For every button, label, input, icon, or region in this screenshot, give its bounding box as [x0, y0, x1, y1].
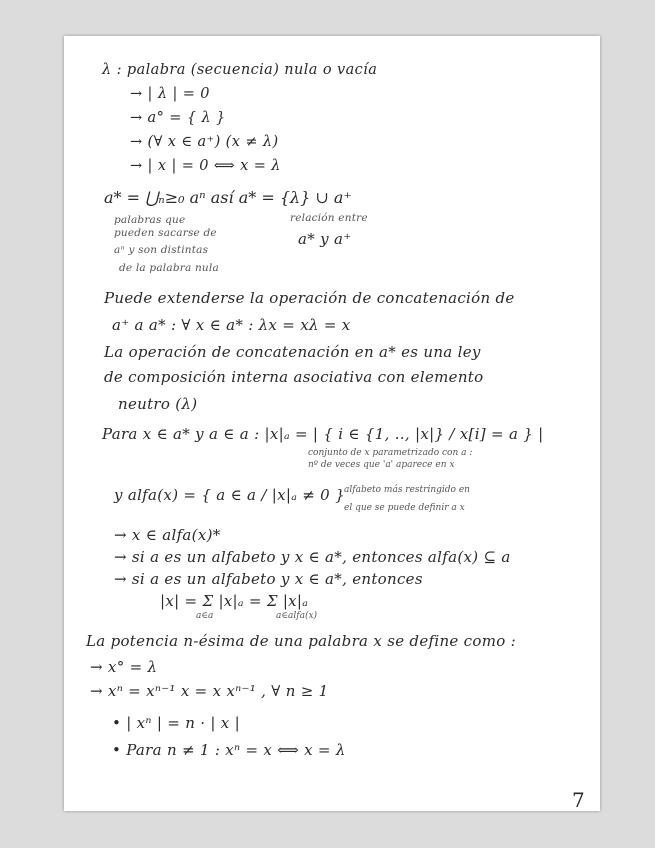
line-forall-a-plus: → (∀ x ∈ a⁺) (x ≠ λ)	[130, 134, 279, 150]
line-alfa-definition: y alfa(x) = { a ∈ a / |x|ₐ ≠ 0 }	[114, 486, 345, 504]
note-palabras-1: palabras que	[114, 214, 186, 226]
note-palabras-4: de la palabra nula	[119, 262, 219, 274]
line-operation-law-2: de composición interna asociativa con elemento	[104, 368, 484, 386]
line-kleene-star: a* = ⋃ₙ≥₀ aⁿ así a* = {λ} ∪ a⁺	[104, 188, 352, 207]
line-alfabeto-entonces: → si a es un alfabeto y x ∈ a*, entonces	[114, 570, 423, 588]
line-x-in-alfa: → x ∈ alfa(x)*	[114, 526, 221, 544]
sum-index-alfa: a∈alfa(x)	[276, 611, 318, 621]
line-definition-lambda: λ : palabra (secuencia) nula o vacía	[102, 62, 378, 78]
sum-index-a: a∈a	[196, 611, 214, 621]
note-palabras-2: pueden sacarse de	[114, 227, 217, 239]
line-length-zero: → | x | = 0 ⟺ x = λ	[130, 158, 281, 174]
note-conjunto: conjunto de x parametrizado con a :	[308, 448, 473, 458]
line-concat-neutral: a⁺ a a* : ∀ x ∈ a* : λx = xλ = x	[112, 316, 351, 334]
line-length-power: • | xⁿ | = n · | x |	[112, 714, 240, 732]
page-number: 7	[572, 788, 585, 812]
line-sum-formula: |x| = Σ |x|ₐ = Σ |x|ₐ	[160, 592, 309, 610]
note-relacion-1: relación entre	[290, 212, 368, 224]
note-relacion-2: a* y a⁺	[298, 230, 352, 248]
note-palabras-3: aⁿ y son distintas	[114, 244, 209, 256]
line-operation-law-3: neutro (λ)	[118, 395, 198, 413]
notebook-page	[64, 36, 600, 811]
line-potencia-definition: La potencia n-ésima de una palabra x se define como :	[86, 632, 516, 650]
note-alfabeto-1: alfabeto más restringido en	[344, 485, 470, 495]
line-a-zero: → a° = { λ }	[130, 110, 226, 126]
line-lambda-length: → | λ | = 0	[130, 86, 210, 102]
line-power-equal: • Para n ≠ 1 : xⁿ = x ⟺ x = λ	[112, 741, 346, 759]
line-extend-concat: Puede extenderse la operación de concatenación de	[104, 289, 515, 307]
line-operation-law-1: La operación de concatenación en a* es una ley	[104, 343, 481, 361]
note-veces: nº de veces que 'a' aparece en x	[308, 460, 455, 470]
line-x-zero: → x° = λ	[90, 658, 158, 676]
line-count-definition: Para x ∈ a* y a ∈ a : |x|ₐ = | { i ∈ {1, .., |x|} / x[i] = a } |	[102, 425, 544, 443]
note-alfabeto-2: el que se puede definir a x	[344, 503, 465, 513]
line-x-n: → xⁿ = xⁿ⁻¹ x = x xⁿ⁻¹ , ∀ n ≥ 1	[90, 682, 329, 700]
line-alfa-subset: → si a es un alfabeto y x ∈ a*, entonces alfa(x) ⊆ a	[114, 548, 511, 566]
